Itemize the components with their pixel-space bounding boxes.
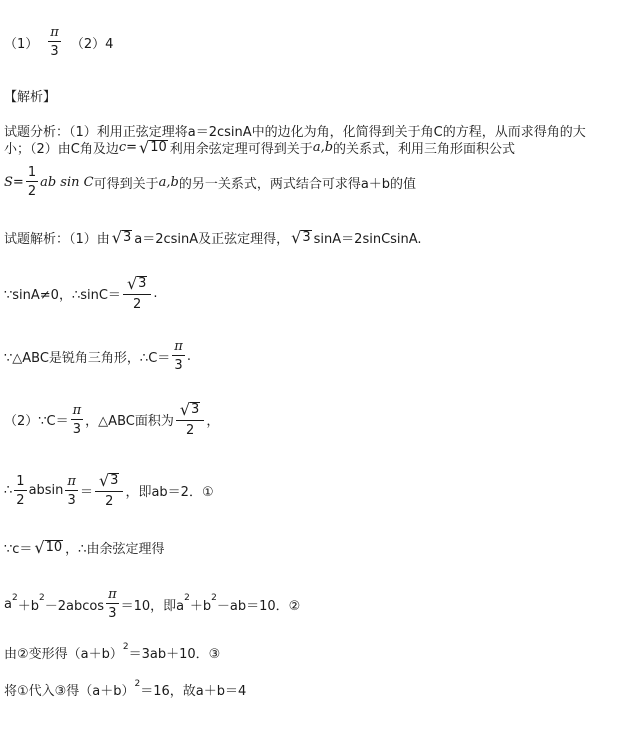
- analysis-line-1: 试题分析：（1）利用正弦定理将a＝2csinA中的边化为角，化简得到关于角C的方程，从而求得角的大: [4, 125, 586, 140]
- fraction-one-half: $\frac{1}{2}$: [27, 165, 37, 199]
- solution-line-2: ∵sinA≠0，∴sinC＝ √ 3 2 .: [4, 274, 158, 312]
- answer-part2: （2）4: [70, 36, 114, 52]
- solution-line-5: ∴ $\frac{1}{2}$ absin $\frac{\pi}{3}$ ＝ √ 3 2 ，即ab＝2．①: [4, 471, 214, 509]
- fraction-sqrt3-over-2: √ 3 2: [95, 473, 123, 508]
- fraction-sqrt3-over-2: √ 3 2: [123, 276, 151, 311]
- solution-line-9: 将①代入③得（a＋b） 2 ＝16，故a＋b＝4: [4, 678, 247, 699]
- solution-line-1: 试题解析：（1）由 √ 3 a＝2csinA及正弦定理得， √ 3 sinA＝2sinCsinA.: [4, 227, 422, 247]
- solution-line-7: a 2 ＋b 2 －2abcos $\frac{\pi}{3}$ ＝10，即a 2 ＋b 2 －ab＝10．②: [4, 587, 301, 621]
- answer-part1-fraction: $\frac{\pi}{3}$: [50, 25, 59, 59]
- answer-part1-label: （1）: [4, 36, 39, 52]
- fraction-one-half: $\frac{1}{2}$: [16, 473, 25, 508]
- fraction-pi-over-3: $\frac{\pi}{3}$: [108, 587, 117, 621]
- solution-line-3: ∵△ABC是锐角三角形，∴C＝ $\frac{\pi}{3}$ .: [4, 339, 191, 373]
- sqrt-3: √ 3: [291, 227, 311, 247]
- sqrt-10: √ 10: [139, 137, 167, 157]
- section-heading: 【解析】: [4, 90, 57, 105]
- solution-line-8: 由②变形得（a＋b） 2 ＝3ab＋10．③: [4, 641, 221, 662]
- fraction-pi-over-3: $\frac{\pi}{3}$: [72, 402, 82, 437]
- fraction-pi-over-3: $\frac{\pi}{3}$: [67, 473, 76, 508]
- sqrt-3: √ 3: [111, 227, 132, 247]
- fraction-pi-over-3: $\frac{\pi}{3}$: [174, 339, 183, 373]
- analysis-line-2: 小；（2）由C角及边 c = √ 10 利用余弦定理可得到关于 a,b 的关系式，利用三角形面积公式: [4, 137, 516, 157]
- sqrt-10: √ 10: [34, 537, 63, 557]
- solution-line-6: ∵c＝ √ 10 ，∴由余弦定理得: [4, 537, 165, 557]
- answer-line: [4, 26, 113, 58]
- analysis-line-3: S = $\frac{1}{2}$ ab sin C 可得到关于 a,b 的另一关系式，两式结合可求得a＋b的值: [4, 165, 417, 199]
- solution-line-4: （2）∵C＝ $\frac{\pi}{3}$ ，△ABC面积为 √ 3 2 ，: [4, 400, 220, 438]
- fraction-sqrt3-over-2: √ 3 2: [176, 402, 204, 437]
